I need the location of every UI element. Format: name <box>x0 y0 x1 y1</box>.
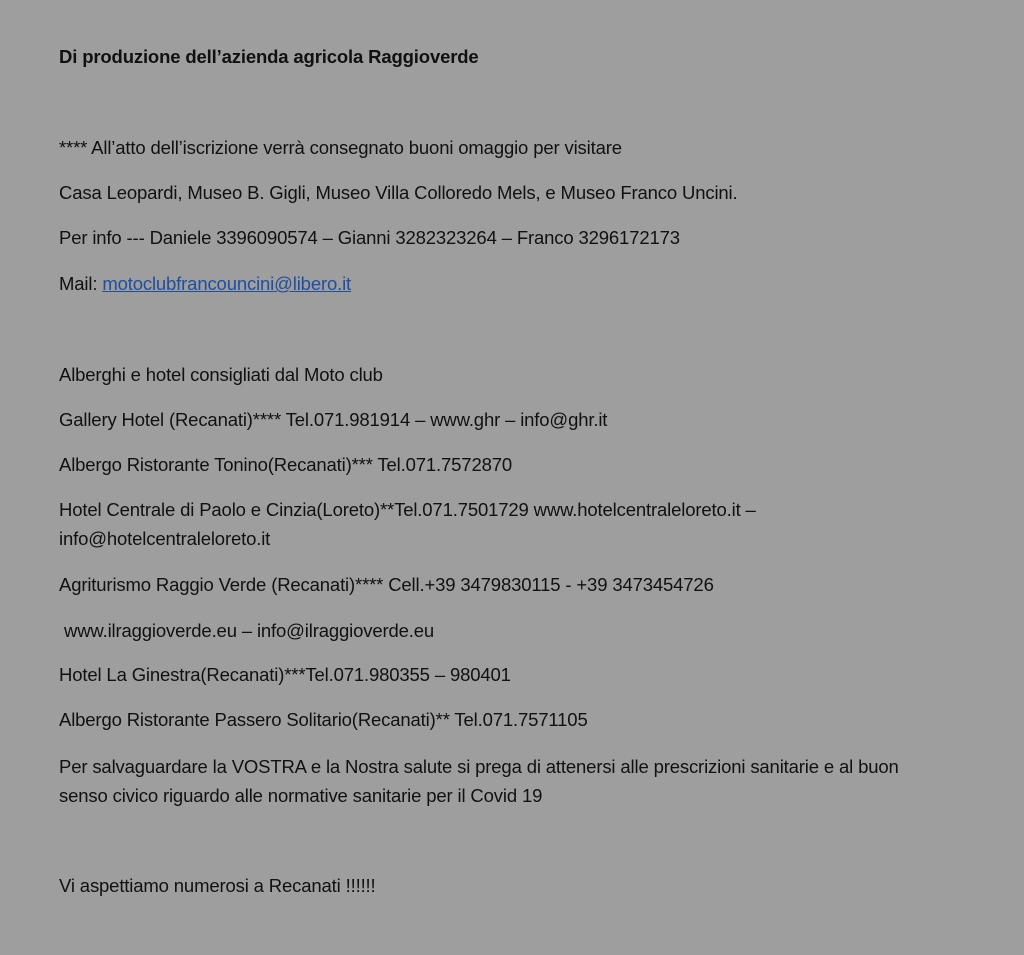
closing-message: Vi aspettiamo numerosi a Recanati !!!!!! <box>59 875 376 896</box>
hotel-centrale: Hotel Centrale di Paolo e Cinzia(Loreto)**Tel.071.7501729 www.hotelcentraleloreto.it – <box>59 499 756 520</box>
heading: Di produzione dell’azienda agricola Raggioverde <box>59 46 479 67</box>
hotel-centrale-email: info@hotelcentraleloreto.it <box>59 528 271 549</box>
voucher-line-2: Casa Leopardi, Museo B. Gigli, Museo Villa Colloredo Mels, e Museo Franco Uncini. <box>59 182 738 203</box>
hotel-la-ginestra: Hotel La Ginestra(Recanati)***Tel.071.980355 – 980401 <box>59 664 511 685</box>
covid-notice-line-1: Per salvaguardare la VOSTRA e la Nostra salute si prega di attenersi alle prescrizioni sanitarie e al buon <box>59 756 899 777</box>
contact-info: Per info --- Daniele 3396090574 – Gianni 3282323264 – Franco 3296172173 <box>59 227 680 248</box>
voucher-line-1: **** All’atto dell’iscrizione verrà consegnato buoni omaggio per visitare <box>59 137 622 158</box>
mail-line <box>59 270 351 298</box>
hotel-gallery: Gallery Hotel (Recanati)**** Tel.071.981914 – www.ghr – info@ghr.it <box>59 409 608 430</box>
raggio-verde-web: www.ilraggioverde.eu – info@ilraggioverde.eu <box>59 620 435 641</box>
hotel-tonino: Albergo Ristorante Tonino(Recanati)*** Tel.071.7572870 <box>59 454 513 475</box>
mail-label: Mail: <box>59 273 103 294</box>
mail-link[interactable]: motoclubfrancouncini@libero.it <box>102 273 352 294</box>
hotels-title: Alberghi e hotel consigliati dal Moto club <box>59 364 383 385</box>
agriturismo-raggio-verde: Agriturismo Raggio Verde (Recanati)**** Cell.+39 3479830115 - +39 3473454726 <box>59 574 714 595</box>
covid-notice-line-2: senso civico riguardo alle normative sanitarie per il Covid 19 <box>59 785 543 806</box>
hotel-passero-solitario: Albergo Ristorante Passero Solitario(Recanati)** Tel.071.7571105 <box>59 709 588 730</box>
